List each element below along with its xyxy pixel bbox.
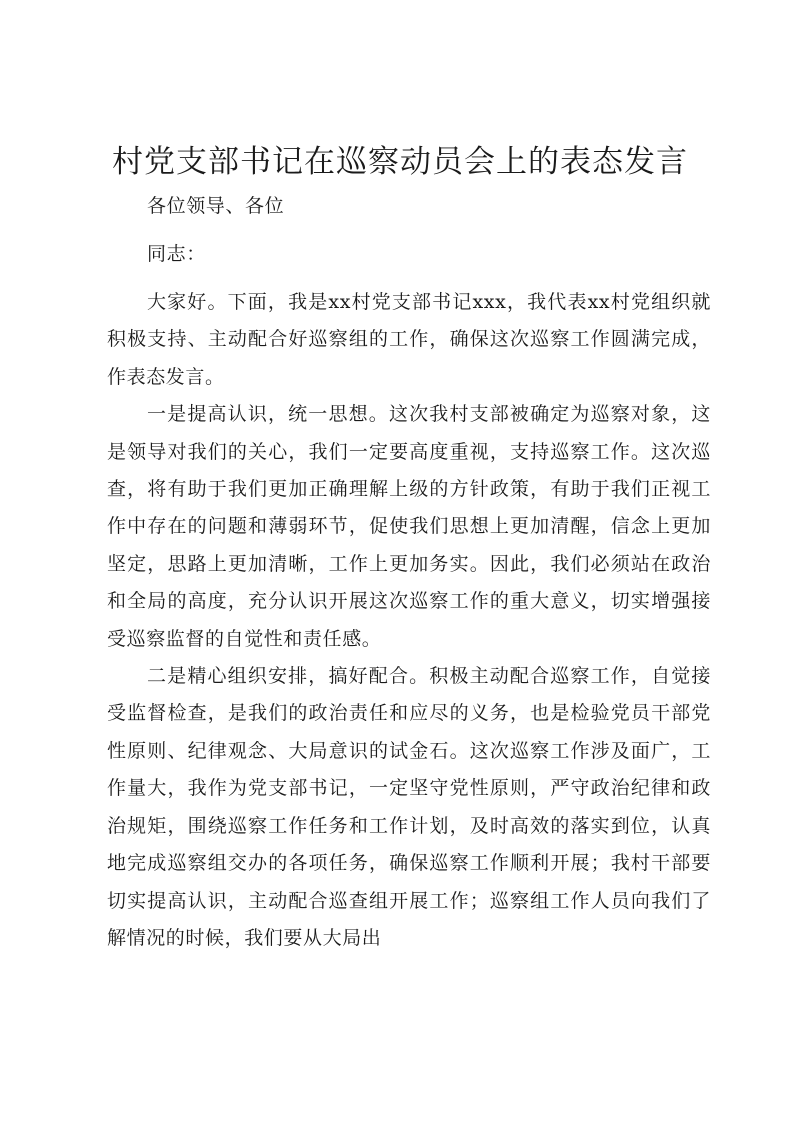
salutation-line-1: 各位领导、各位 — [147, 195, 285, 217]
document-title: 村党支部书记在巡察动员会上的表态发言 — [112, 144, 688, 180]
paragraph-greeting: 大家好。下面，我是xx村党支部书记xxx，我代表xx村党组织就积极支持、主动配合好巡察组的工作，确保这次巡察工作圆满完成，作表态发言。 — [107, 291, 711, 388]
paragraph-point-two: 二是精心组织安排，搞好配合。积极主动配合巡察工作，自觉接受监督检查，是我们的政治责任和应尽的义务，也是检验党员干部党性原则、纪律观念、大局意识的试金石。这次巡察工作涉及面广，工作量大，我作为党支部书记，一定坚守党性原则，严守政治纪律和政治规矩，围绕巡察工作任务和工作计划，及时高效的落实到位，认真地完成巡察组交办的各项任务，确保巡察工作顺利开展；我村干部要切实提高认识，主动配合巡查组开展工作；巡察组工作人员向我们了解情况的时候，我们要从大局出 — [107, 665, 711, 949]
salutation-line-2: 同志： — [147, 243, 206, 265]
document-body — [107, 182, 711, 957]
paragraph-point-one: 一是提高认识，统一思想。这次我村支部被确定为巡察对象，这是领导对我们的关心，我们一定要高度重视，支持巡察工作。这次巡查，将有助于我们更加正确理解上级的方针政策，有助于我们正视工作中存在的问题和薄弱环节，促使我们思想上更加清醒，信念上更加坚定，思路上更加清晰，工作上更加务实。因此，我们必须站在政治和全局的高度，充分认识开展这次巡察工作的重大意义，切实增强接受巡察监督的自觉性和责任感。 — [107, 403, 711, 650]
